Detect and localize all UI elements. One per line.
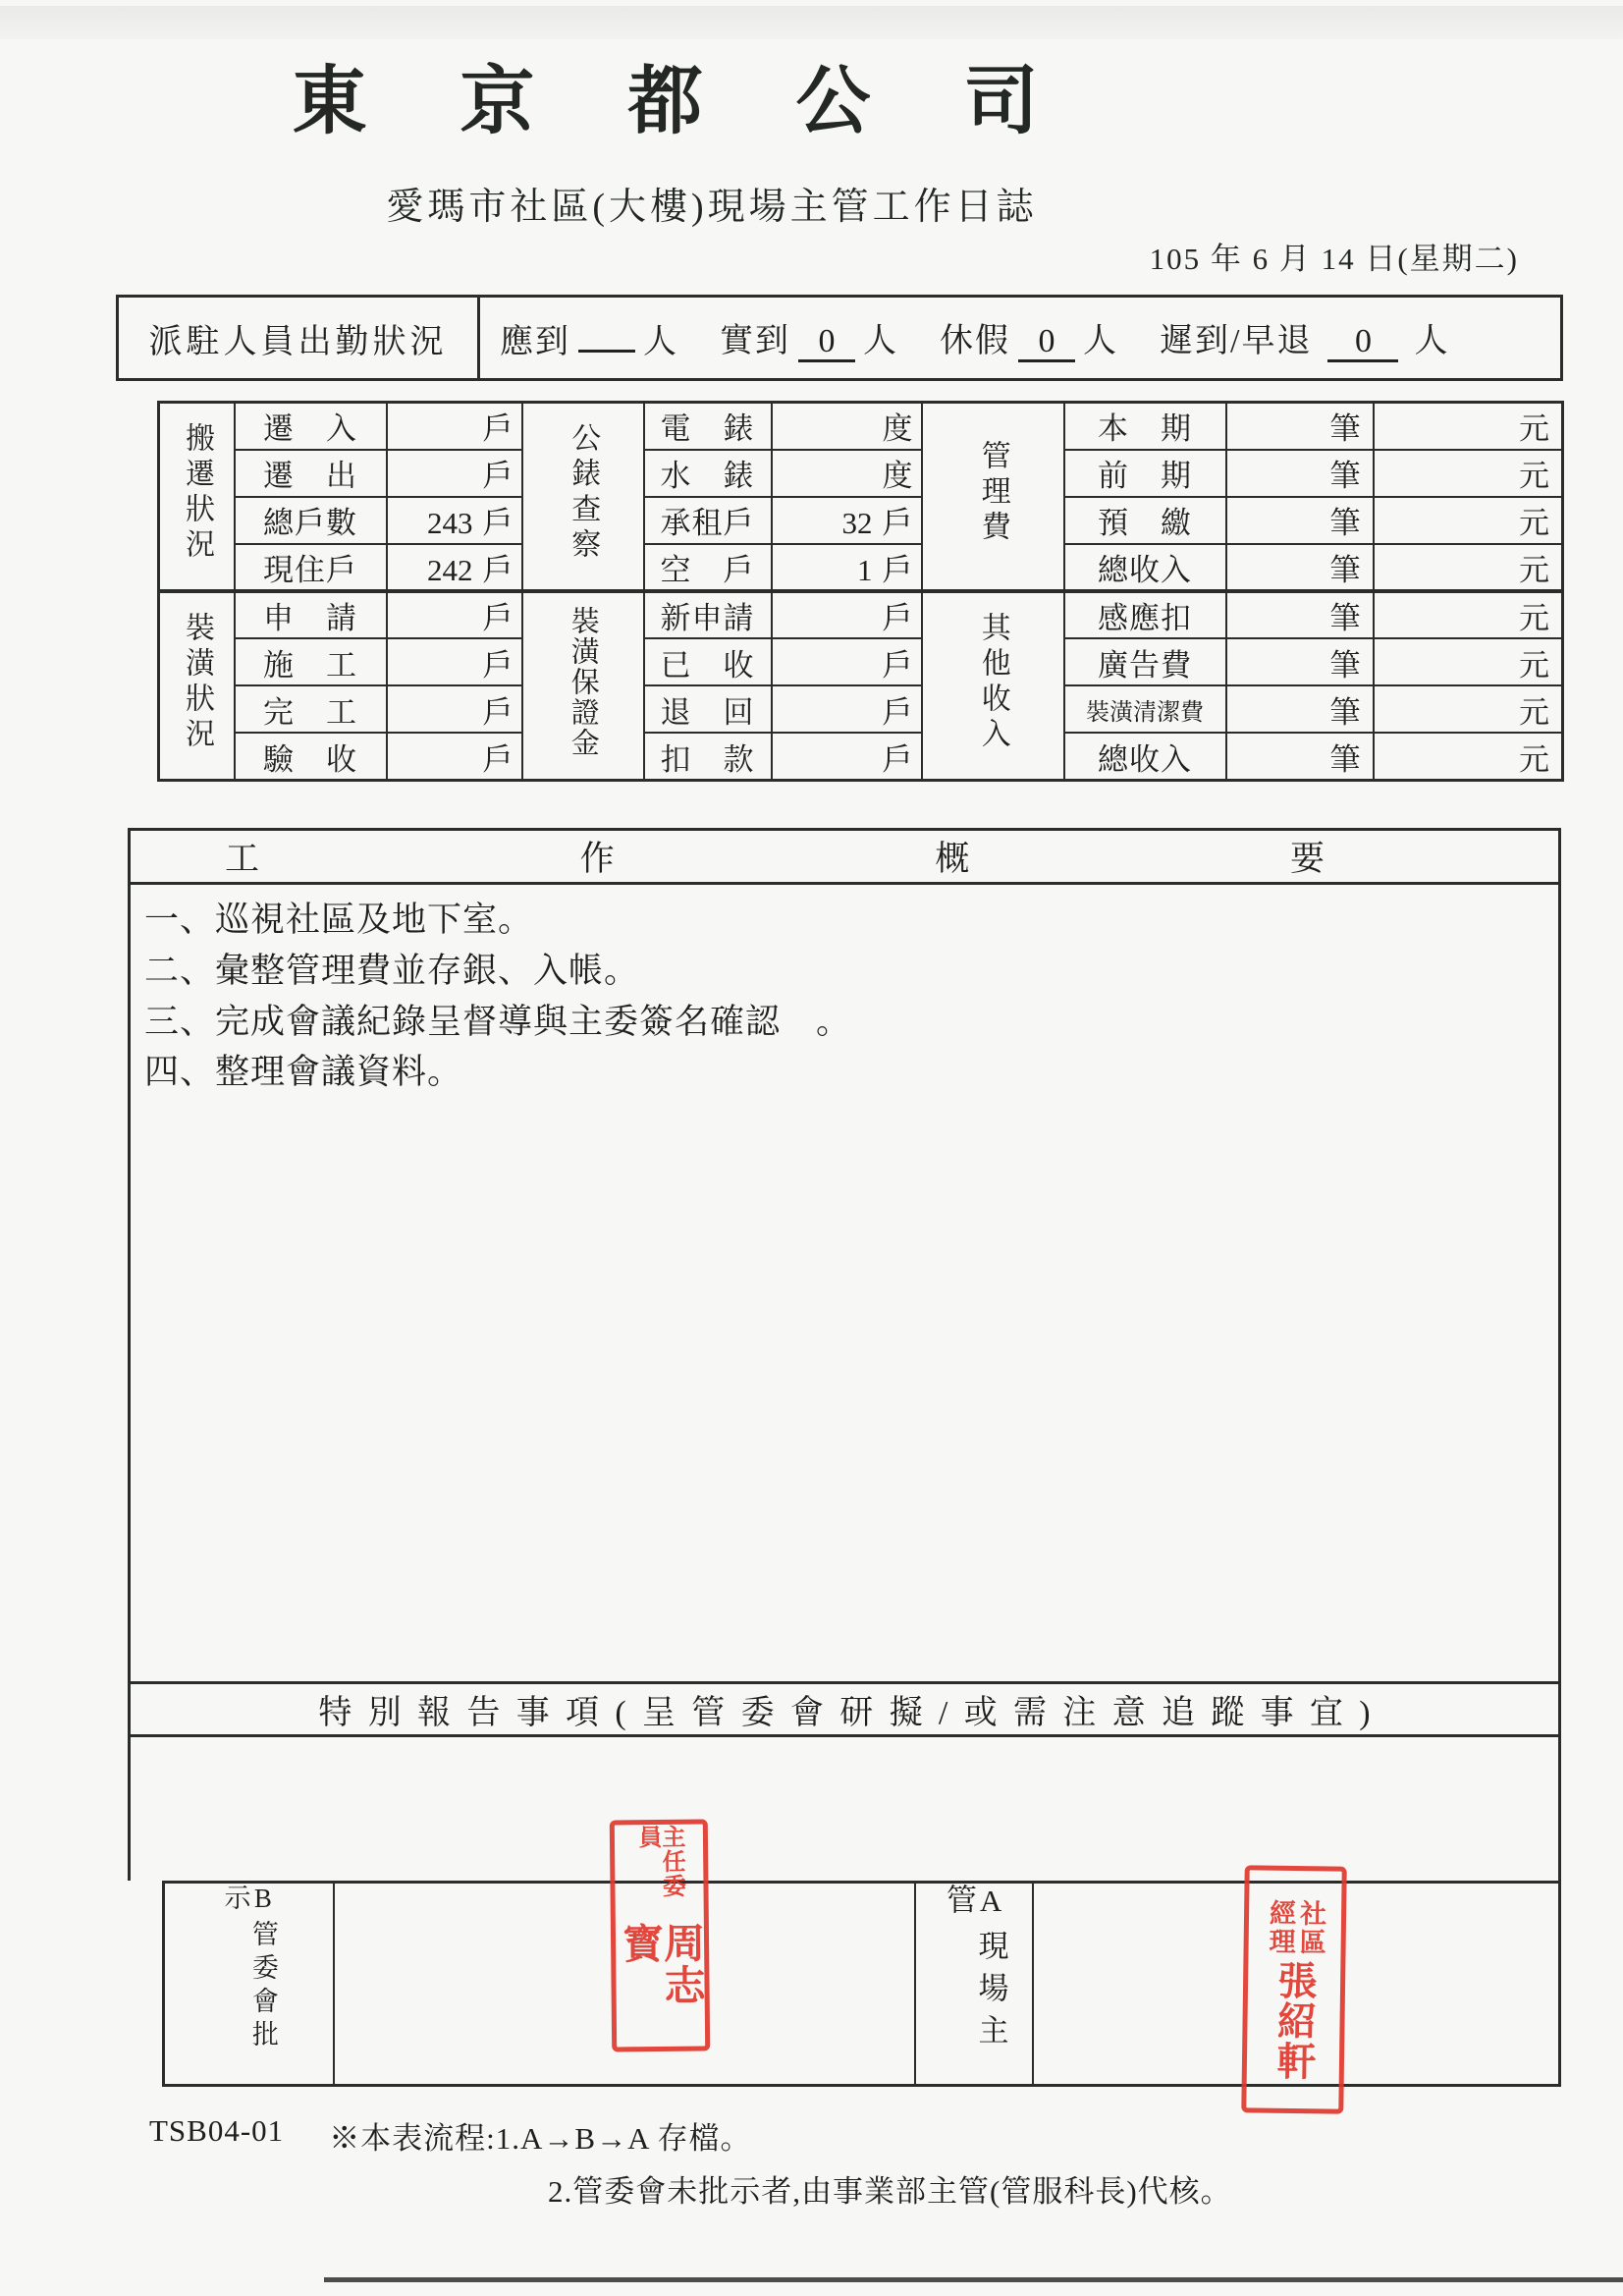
stat-value-cell: 戶 [772,733,922,780]
stat-value-cell: 戶 [387,685,522,733]
committee-approval-label: B管委會批示 [165,1884,335,2084]
table-row [159,638,1563,685]
work-header-char: 工 [225,840,260,878]
stat-value-cell: 度 [772,450,922,497]
stat-label-cell: 施 工 [235,638,387,685]
group-label-other-income: 其他收入 [922,591,1064,781]
stat-value-cell: 243 戶 [387,497,522,544]
stat-label-cell: 退 回 [644,685,772,733]
table-row [159,733,1563,780]
stat-label-cell: 總收入 [1064,544,1226,591]
stat-label-cell: 現住戶 [235,544,387,591]
stat-amount-cell: 元 [1374,638,1563,685]
stat-value-cell: 戶 [387,450,522,497]
work-summary-body [131,885,1558,1681]
table-row [159,591,1563,638]
approval-table [162,1881,1561,2087]
stamp-name: 張紹軒 [1271,1959,1318,2081]
table-row [159,497,1563,544]
stat-value-cell: 戶 [772,638,922,685]
stat-label-cell: 完 工 [235,685,387,733]
committee-chairman-stamp [610,1819,710,2051]
stat-value-cell: 戶 [387,591,522,638]
stat-count-cell: 筆 [1226,450,1374,497]
group-label-renovation: 裝潢狀況 [159,591,235,781]
attendance-field-leave: 休假 0 人 [940,313,1116,362]
stat-amount-cell: 元 [1374,733,1563,780]
attendance-field-actual: 實到 0 人 [720,313,896,362]
attendance-field-expected: 應到 人 [500,323,676,360]
table-row [159,403,1563,450]
footer-note-2: 2.管委會未批示者,由事業部主管(管服科長)代核。 [548,2174,1232,2209]
stat-amount-cell: 元 [1374,497,1563,544]
company-title: 東京都公司 [292,61,1132,143]
stat-label-cell: 新申請 [644,591,772,638]
stamp-name: 周志寳 [616,1921,704,2006]
stat-label-cell: 總戶數 [235,497,387,544]
stat-label-cell: 申 請 [235,591,387,638]
stat-amount-cell: 元 [1374,403,1563,450]
stat-label-cell: 電 錶 [644,403,772,450]
work-header-char: 作 [579,840,615,878]
stat-value-cell: 戶 [772,685,922,733]
stat-label-cell: 本 期 [1064,403,1226,450]
community-manager-stamp [1241,1865,1347,2113]
site-supervisor-label: A現場主管 [916,1884,1034,2084]
table-row [159,544,1563,591]
stat-label-cell: 裝潢清潔費 [1064,685,1226,733]
attendance-field-late: 遲到/早退 0 人 [1160,313,1447,362]
attendance-label: 派駐人員出勤狀況 [119,298,480,378]
special-report-header: 特別報告事項(呈管委會研擬/或需注意追蹤事宜) [128,1681,1561,1737]
stat-value-cell: 戶 [772,591,922,638]
stat-value-cell: 戶 [387,733,522,780]
stat-label-cell: 遷 出 [235,450,387,497]
stat-label-cell: 遷 入 [235,403,387,450]
stat-amount-cell: 元 [1374,544,1563,591]
table-row [159,685,1563,733]
stat-value-cell: 1 戶 [772,544,922,591]
stat-value-cell: 度 [772,403,922,450]
attendance-leave-value: 0 [1018,323,1075,362]
attendance-actual-value: 0 [798,323,855,362]
footer-note-1: ※本表流程:1.A→B→A 存檔。 [329,2121,752,2156]
stat-label-cell: 已 收 [644,638,772,685]
stat-label-cell: 空 戶 [644,544,772,591]
form-code: TSB04-01 [149,2113,285,2148]
stat-value-cell: 32 戶 [772,497,922,544]
stat-amount-cell: 元 [1374,450,1563,497]
stat-count-cell: 筆 [1226,591,1374,638]
stat-label-cell: 承租戶 [644,497,772,544]
stat-amount-cell: 元 [1374,591,1563,638]
work-header-char: 要 [1289,840,1325,878]
stat-label-cell: 水 錶 [644,450,772,497]
stat-value-cell: 戶 [387,638,522,685]
footer-line-1 [149,2113,752,2158]
work-item: 三、完成會議紀錄呈督導與主委簽名確認 。 [144,1002,852,1041]
scan-edge-artifact-top [0,6,1623,39]
form-subtitle: 愛瑪市社區(大樓)現場主管工作日誌 [386,187,1038,228]
stat-amount-cell: 元 [1374,685,1563,733]
attendance-expected-value [578,350,635,353]
stat-count-cell: 筆 [1226,733,1374,780]
stat-label-cell: 驗 收 [235,733,387,780]
work-header-char: 概 [935,840,970,878]
special-report-body [128,1737,1561,1881]
attendance-late-value: 0 [1327,323,1398,362]
form-header [0,41,1424,230]
stat-label-cell: 前 期 [1064,450,1226,497]
form-date: 105 年 6 月 14 日(星期二) [1149,242,1519,276]
work-item: 二、彙整管理費並存銀、入帳。 [144,951,640,990]
stat-value-cell: 戶 [387,403,522,450]
group-label-renovation-deposit: 裝潢保證金 [522,591,644,781]
work-summary-section [128,828,1561,1681]
group-label-meter-check: 公錶查察 [522,403,644,592]
stat-label-cell: 廣告費 [1064,638,1226,685]
stat-count-cell: 筆 [1226,638,1374,685]
work-item: 四、整理會議資料。 [144,1053,463,1092]
stat-label-cell: 預 繳 [1064,497,1226,544]
attendance-fields [480,298,1560,378]
stat-count-cell: 筆 [1226,544,1374,591]
scan-edge-artifact-bottom [324,2277,1623,2282]
work-item: 一、巡視社區及地下室。 [144,901,534,939]
stat-count-cell: 筆 [1226,497,1374,544]
stat-label-cell: 感應扣 [1064,591,1226,638]
attendance-table [116,295,1563,381]
stat-label-cell: 扣 款 [644,733,772,780]
group-label-moving: 搬遷狀況 [159,403,235,592]
stat-value-cell: 242 戶 [387,544,522,591]
stat-count-cell: 筆 [1226,685,1374,733]
table-row [159,450,1563,497]
stamp-title: 社區 經理 [1265,1898,1326,1956]
stamp-title: 主任委員 [633,1824,684,1899]
group-label-management-fee: 管理費 [922,403,1064,592]
stat-label-cell: 總收入 [1064,733,1226,780]
work-summary-header [131,831,1558,885]
stats-table [157,401,1564,782]
stat-count-cell: 筆 [1226,403,1374,450]
